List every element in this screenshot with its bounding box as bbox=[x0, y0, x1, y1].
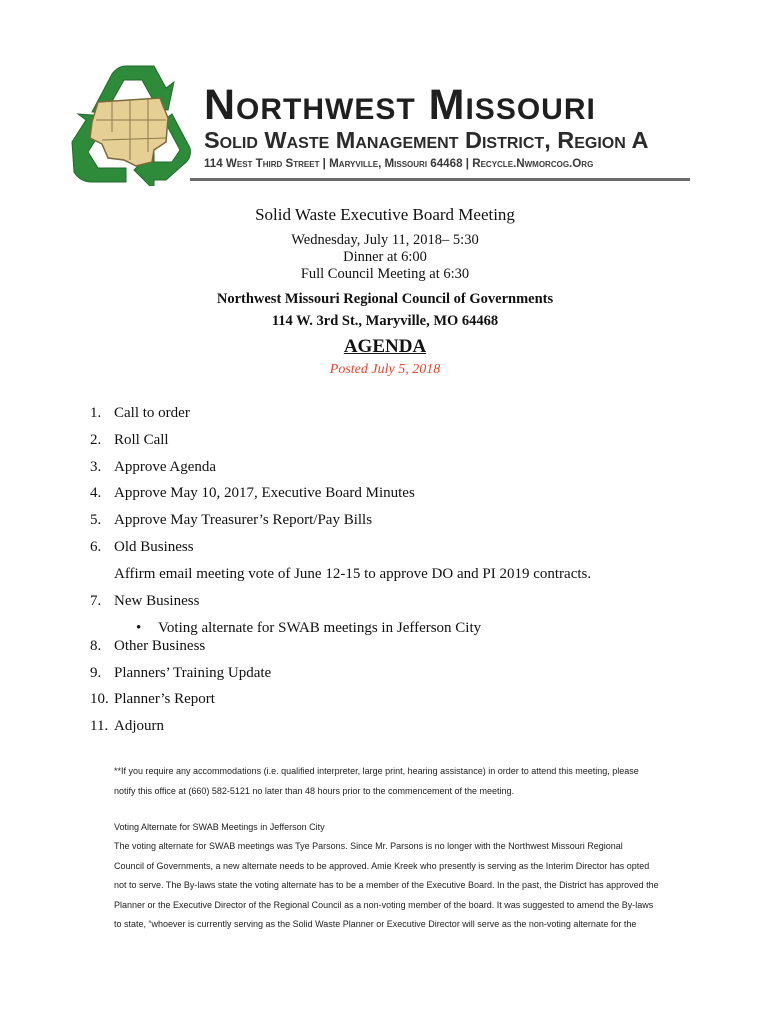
recycle-logo-icon bbox=[68, 62, 194, 186]
org-name: Northwest Missouri bbox=[204, 81, 596, 129]
body-line: not to serve. The By-laws state the voting alternate has to be a member of the Executive Board. In the past, the District has approved the bbox=[114, 880, 659, 890]
org-subtitle: Solid Waste Management District, Region A bbox=[204, 127, 649, 153]
bullet-icon: • bbox=[136, 620, 142, 636]
agenda-item: 7. New Business bbox=[90, 593, 200, 609]
agenda-item: 6. Old Business bbox=[90, 539, 194, 555]
agenda-item: 9. Planners’ Training Update bbox=[90, 665, 272, 681]
dinner-time: Dinner at 6:00 bbox=[343, 249, 427, 265]
new-business-bullet: • Voting alternate for SWAB meetings in Jefferson City bbox=[136, 620, 482, 636]
region-map-icon bbox=[90, 98, 168, 166]
agenda-item: 4. Approve May 10, 2017, Executive Board Minutes bbox=[90, 485, 415, 501]
agenda-item: 3. Approve Agenda bbox=[90, 459, 217, 475]
meeting-title: Solid Waste Executive Board Meeting bbox=[255, 205, 515, 224]
voting-section-body bbox=[114, 837, 714, 935]
venue-address: 114 W. 3rd St., Maryville, MO 64468 bbox=[271, 313, 499, 329]
agenda-item: 11. Adjourn bbox=[90, 718, 164, 734]
agenda-heading: AGENDA bbox=[343, 336, 427, 357]
agenda-item: 10. Planner’s Report bbox=[90, 691, 215, 707]
agenda-item: 5. Approve May Treasurer’s Report/Pay Bills bbox=[90, 512, 373, 528]
body-line: The voting alternate for SWAB meetings was Tye Parsons. Since Mr. Parsons is no longer with the Northwest Missouri Regional bbox=[114, 841, 623, 851]
posted-date: Posted July 5, 2018 bbox=[329, 362, 441, 377]
venue-name: Northwest Missouri Regional Council of Governments bbox=[216, 291, 554, 307]
header-divider bbox=[190, 178, 690, 181]
old-business-note: Affirm email meeting vote of June 12-15 to approve DO and PI 2019 contracts. bbox=[114, 566, 592, 582]
footnote-line: notify this office at (660) 582-5121 no later than 48 hours prior to the commencement of the meeting. bbox=[114, 785, 515, 796]
body-line: Planner or the Executive Director of the Regional Council as a non-voting member of the board. It was suggested to amend the By-laws bbox=[114, 899, 654, 910]
agenda-item: 8. Other Business bbox=[90, 638, 206, 654]
accommodation-footnote bbox=[114, 762, 714, 801]
agenda-item: 1. Call to order bbox=[90, 405, 190, 421]
footnote-line: **If you require any accommodations (i.e. qualified interpreter, large print, hearing assistance) in order to attend this meeting, please bbox=[114, 766, 639, 776]
meeting-date: Wednesday, July 11, 2018– 5:30 bbox=[291, 232, 479, 248]
council-meeting-time: Full Council Meeting at 6:30 bbox=[300, 266, 470, 282]
voting-section-title: Voting Alternate for SWAB Meetings in Jefferson City bbox=[114, 822, 325, 832]
agenda-item: 2. Roll Call bbox=[90, 432, 169, 448]
org-address: 114 West Third Street | Maryville, Missouri 64468 | Recycle.Nwmorcog.Org bbox=[204, 157, 594, 170]
body-line: Council of Governments, a new alternate needs to be approved. Amie Kreek who presently is serving as the Interim Director has opted bbox=[114, 860, 650, 871]
body-line: to state, “whoever is currently serving as the Solid Waste Planner or Executive Director will serve as the non-voting alternate for the bbox=[114, 919, 637, 929]
